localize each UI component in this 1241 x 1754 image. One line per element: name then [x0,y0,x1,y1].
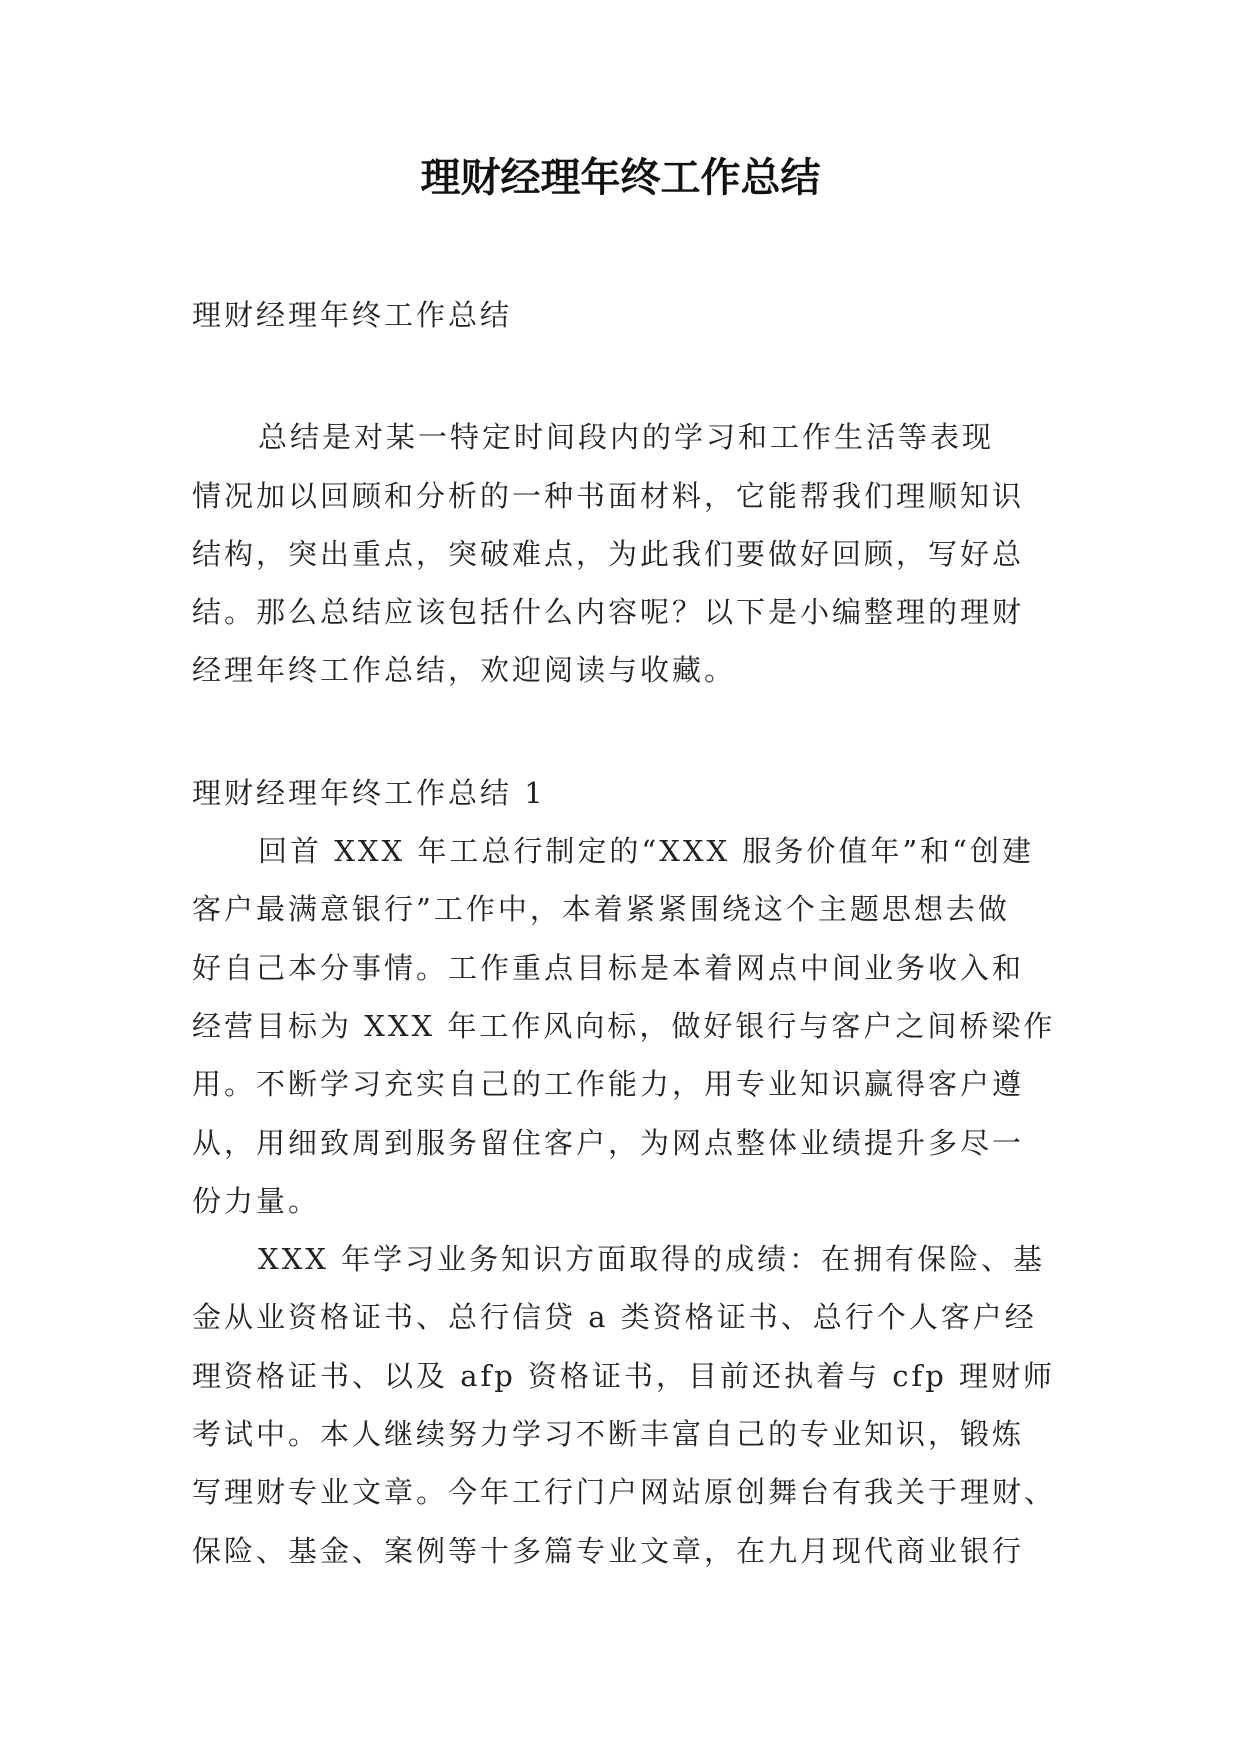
document-body [192,286,1057,1580]
section-heading: 理财经理年终工作总结 1 [192,775,546,810]
paragraph-line: 经营目标为 XXX 年工作风向标，做好银行与客户之间桥梁作 [192,1008,1056,1043]
paragraph-line: 写理财专业文章。今年工行门户网站原创舞台有我关于理财、 [192,1475,1057,1510]
intro-line: 结构，突出重点，突破难点，为此我们要做好回顾，写好总 [192,536,1025,571]
spacer [192,344,1050,408]
paragraph-line: 考试中。本人继续努力学习不断丰富自己的专业知识，锻炼 [192,1417,1025,1452]
paragraph-line: 金从业资格证书、总行信贷 a 类资格证书、总行个人客户经 [192,1300,1037,1335]
intro-line: 经理年终工作总结，欢迎阅读与收藏。 [192,653,737,688]
intro-line: 结。那么总结应该包括什么内容呢？以下是小编整理的理财 [192,595,1025,630]
paragraph-line: 从，用细致周到服务留住客户，为网点整体业绩提升多尽一 [192,1125,1025,1160]
spacer [192,700,1050,764]
intro-line: 总结是对某一特定时间段内的学习和工作生活等表现 [258,420,995,455]
paragraph-line: 好自己本分事情。工作重点目标是本着网点中间业务收入和 [192,950,1025,985]
document-title: 理财经理年终工作总结 [420,155,821,201]
paragraph-line: 回首 XXX 年工总行制定的“XXX 服务价值年”和“创建 [258,834,1035,869]
paragraph-line: XXX 年学习业务知识方面取得的成绩：在拥有保险、基 [258,1242,1046,1277]
paragraph-line: 客户最满意银行”工作中，本着紧紧围绕这个主题思想去做 [192,892,1010,927]
paragraph-line: 份力量。 [192,1183,321,1218]
intro-paragraph [192,408,1050,699]
section1-paragraph-2 [192,1230,1057,1580]
paragraph-line: 保险、基金、案例等十多篇专业文章，在九月现代商业银行 [192,1533,1025,1568]
intro-line: 情况加以回顾和分析的一种书面材料，它能帮我们理顺知识 [192,478,1025,513]
paragraph-line: 理资格证书、以及 afp 资格证书，目前还执着与 cfp 理财师 [192,1358,1055,1393]
section1-paragraph-1 [192,822,1056,1230]
paragraph-line: 用。不断学习充实自己的工作能力，用专业知识赢得客户遵 [192,1067,1025,1102]
document-subtitle: 理财经理年终工作总结 [192,298,513,332]
